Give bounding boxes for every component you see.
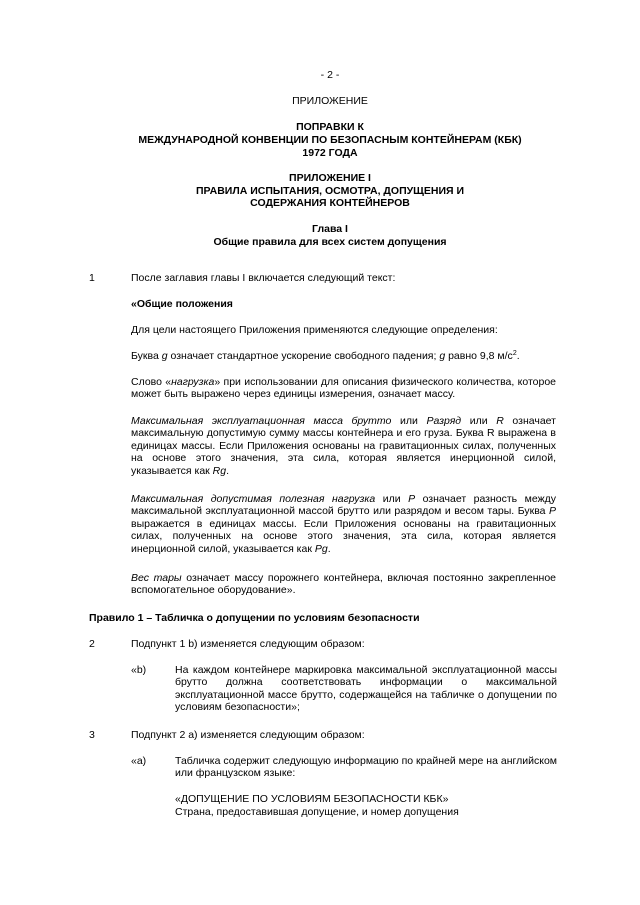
- amendments-title-line3: 1972 ГОДА: [302, 147, 358, 159]
- page-number: - 2 -: [320, 69, 340, 81]
- plate-line-title: «ДОПУЩЕНИЕ ПО УСЛОВИЯМ БЕЗОПАСНОСТИ КБК»: [175, 793, 449, 805]
- amendments-title-line2: МЕЖДУНАРОДНОЙ КОНВЕНЦИИ ПО БЕЗОПАСНЫМ КОНТЕЙНЕРАМ (КБК): [138, 134, 522, 146]
- item-intro: Подпункт 1 b) изменяется следующим образом:: [131, 638, 365, 650]
- annex1-title-line1: ПРИЛОЖЕНИЕ I: [289, 172, 371, 184]
- general-provisions-heading: «Общие положения: [131, 298, 233, 310]
- subitem-text: На каждом контейнере маркировка максимальной эксплуатационной массы брутто должна соответствовать информации о максимальной эксплуатационной массе брутто, содержащейся на табличке о допущении по условиям безопасности»;: [175, 664, 557, 714]
- definition-payload: Максимальная допустимая полезная нагрузка или P означает разность между максимальной эксплуатационной массой брутто или разрядом и весом тары. Буква P выражается в единицах массы. Если Приложения основаны на гравитационных силах, полученных на основе этого значения, эта сила, которая является инерционной силой, указывается как Pg.: [131, 493, 556, 555]
- definition-g: Буква g означает стандартное ускорение свободного падения; g равно 9,8 $м/с^2$.: [131, 350, 520, 362]
- chapter-title-line2: Общие правила для всех систем допущения: [213, 236, 447, 248]
- subitem-label: «b): [131, 664, 147, 676]
- annex1-title-line2: ПРАВИЛА ИСПЫТАНИЯ, ОСМОТРА, ДОПУЩЕНИЯ И: [195, 185, 465, 197]
- chapter-title-line1: Глава I: [312, 223, 348, 235]
- subitem-text: Табличка содержит следующую информацию по крайней мере на английском или французском языке:: [175, 755, 557, 780]
- annex-title: ПРИЛОЖЕНИЕ: [292, 95, 368, 107]
- definitions-intro: Для цели настоящего Приложения применяются следующие определения:: [131, 324, 498, 336]
- definition-rating: Максимальная эксплуатационная масса брутто или Разряд или R означает максимальную допустимую сумму массы контейнера и его груза. Буква R выражена в единицах массы. Если Приложения основаны на гравитационных силах, полученных на основе этого значения, эта сила, которая является инерционной силой, указывается как Rg.: [131, 415, 556, 477]
- subitem-label: «a): [131, 755, 147, 767]
- annex1-title-line3: СОДЕРЖАНИЯ КОНТЕЙНЕРОВ: [250, 197, 410, 209]
- rule1-heading: Правило 1 – Табличка о допущении по условиям безопасности: [89, 612, 420, 624]
- plate-line-country: Страна, предоставившая допущение, и номер допущения: [175, 806, 459, 818]
- item-number: 3: [89, 729, 95, 741]
- item-intro: После заглавия главы I включается следующий текст:: [131, 272, 396, 284]
- item-number: 1: [89, 272, 95, 284]
- definition-load: Слово «нагрузка» при использовании для описания физического количества, которое может быть выражено через единицы измерения, означает массу.: [131, 376, 556, 401]
- item-number: 2: [89, 638, 95, 650]
- item-intro: Подпункт 2 a) изменяется следующим образом:: [131, 729, 365, 741]
- amendments-title-line1: ПОПРАВКИ К: [296, 121, 364, 133]
- definition-tare: Вес тары означает массу порожнего контейнера, включая постоянно закрепленное вспомогательное оборудование».: [131, 572, 556, 597]
